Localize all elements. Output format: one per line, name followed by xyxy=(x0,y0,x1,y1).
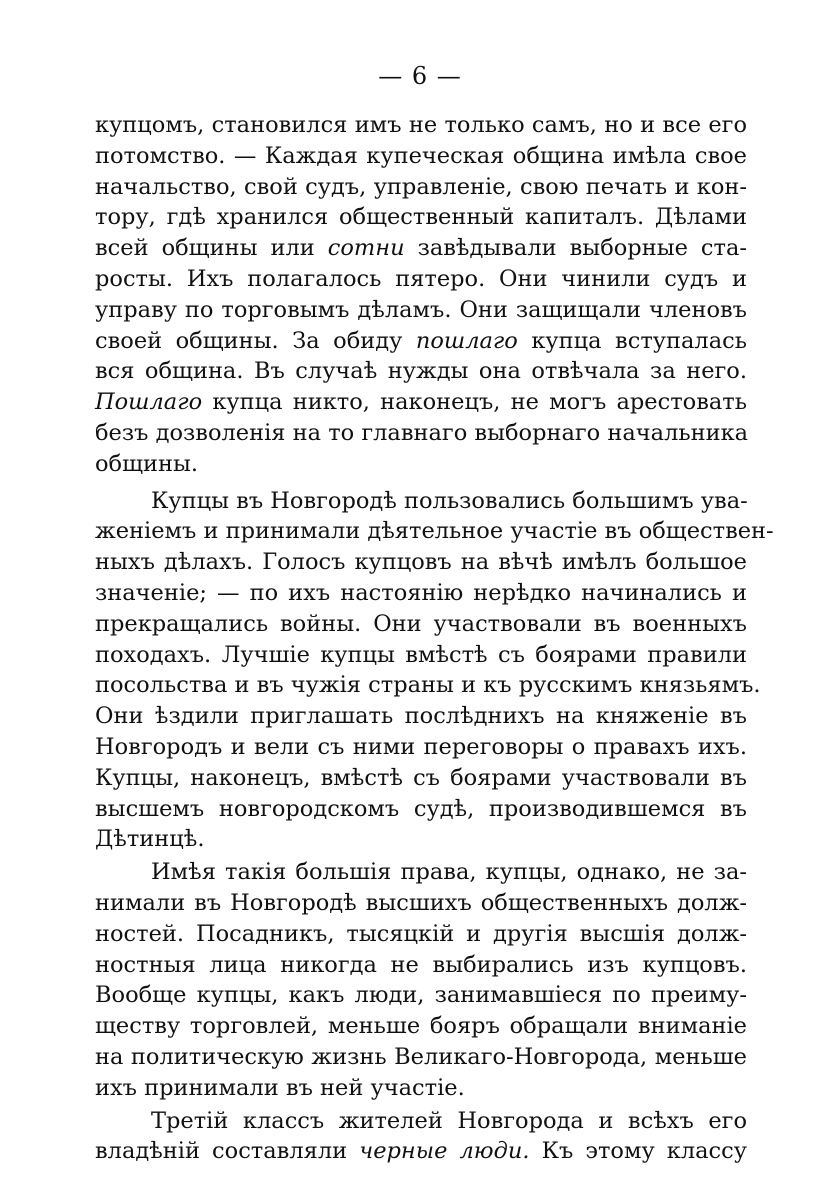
text-line xyxy=(95,1073,747,1104)
text-line xyxy=(95,1136,747,1167)
text-line xyxy=(95,486,747,517)
text-line xyxy=(95,701,747,732)
text-segment: Купцы въ Новгородѣ пользовались большимъ ува- xyxy=(151,487,748,514)
text-segment: посольства и въ чужія страны и къ русскимъ князьямъ. xyxy=(95,672,761,699)
text-line xyxy=(95,110,747,141)
text-segment: ностей. Посадникъ, тысяцкій и другія высшія долж- xyxy=(95,920,747,947)
text-line xyxy=(95,1106,747,1137)
body-text xyxy=(95,110,774,1167)
text-segment: ныхъ дѣлахъ. Голосъ купцовъ на вѣчѣ имѣлъ большое xyxy=(95,549,747,576)
text-segment: безъ дозволенія на то главнаго выборнаго начальника xyxy=(95,419,749,446)
text-line xyxy=(95,640,747,671)
text-line xyxy=(95,418,747,449)
text-segment: прекращались войны. Они участвовали въ военныхъ xyxy=(95,610,747,637)
text-segment: Третій классъ жителей Новгорода и всѣхъ его xyxy=(151,1107,747,1134)
text-line xyxy=(95,578,747,609)
text-line xyxy=(95,547,747,578)
text-line xyxy=(95,824,747,855)
text-line xyxy=(95,1042,747,1073)
text-line xyxy=(95,950,747,981)
italic-term: черные люди. xyxy=(359,1138,530,1165)
text-line xyxy=(95,888,747,919)
text-line xyxy=(95,141,747,172)
italic-term: Пошлаго xyxy=(95,389,203,416)
text-segment: общины. xyxy=(95,450,199,477)
text-segment: потомство. — Каждая купеческая община имѣла свое xyxy=(95,142,747,169)
text-segment: значеніе; — по ихъ настоянію нерѣдко начинались и xyxy=(95,579,747,606)
text-line xyxy=(95,794,747,825)
text-line xyxy=(95,172,747,203)
text-line xyxy=(95,980,747,1011)
text-segment: Къ этому классу xyxy=(529,1138,747,1165)
text-segment: Они ѣздили приглашать послѣднихъ на княженіе въ xyxy=(95,703,747,730)
text-segment: Имѣя такія большія права, купцы, однако, не за- xyxy=(151,859,747,886)
text-segment: Новгородъ и вели съ ними переговоры о правахъ ихъ. xyxy=(95,733,747,760)
text-segment: начальство, свой судъ, управленіе, свою печать и кон- xyxy=(95,173,747,200)
text-segment: на политическую жизнь Великаго-Новгорода, меньше xyxy=(95,1043,747,1070)
text-segment: ществу торговлей, меньше бояръ обращали вниманіе xyxy=(95,1013,747,1040)
text-line xyxy=(95,609,747,640)
text-line xyxy=(95,516,774,547)
italic-term: сотни xyxy=(327,235,405,262)
text-segment: высшемъ новгородскомъ судѣ, производившемся въ xyxy=(95,795,747,822)
text-line xyxy=(95,1011,747,1042)
text-segment: Дѣтинцѣ. xyxy=(95,826,205,853)
text-segment: ностныя лица никогда не выбирались изъ купцовъ. xyxy=(95,951,747,978)
text-line xyxy=(95,449,747,480)
text-segment: Вообще купцы, какъ люди, занимавшіеся по преиму- xyxy=(95,982,747,1009)
text-line xyxy=(95,763,747,794)
text-segment: завѣдывали выборные ста- xyxy=(404,235,747,262)
text-segment: женіемъ и принимали дѣятельное участіе въ обществен- xyxy=(95,518,774,545)
text-segment: походахъ. Лучшіе купцы вмѣстѣ съ боярами правили xyxy=(95,641,747,668)
text-segment: нимали въ Новгородѣ высшихъ общественныхъ долж- xyxy=(95,889,747,916)
page-number: — 6 — xyxy=(378,62,462,90)
text-segment: вся община. Въ случаѣ нужды она отвѣчала за него. xyxy=(95,358,747,385)
text-line xyxy=(95,670,761,701)
text-line xyxy=(95,356,747,387)
text-segment: купца вступалась xyxy=(517,327,747,354)
text-line xyxy=(95,326,747,357)
text-line xyxy=(95,732,747,763)
text-segment: всей общины или xyxy=(95,235,328,262)
text-line xyxy=(95,387,747,418)
text-line xyxy=(95,264,747,295)
text-segment: купцомъ, становился имъ не только самъ, но и все его xyxy=(95,112,747,138)
text-segment: своей общины. За обиду xyxy=(95,327,416,354)
text-line xyxy=(95,295,747,326)
text-segment: росты. Ихъ полагалось пятеро. Они чинили судъ и xyxy=(95,265,747,292)
text-line xyxy=(95,857,747,888)
text-segment: Купцы, наконецъ, вмѣстѣ съ боярами участвовали въ xyxy=(95,764,747,791)
italic-term: пошлаго xyxy=(415,327,518,354)
text-segment: тору, гдѣ хранился общественный капиталъ. Дѣлами xyxy=(95,204,747,231)
text-line xyxy=(95,233,747,264)
text-segment: ихъ принимали въ ней участіе. xyxy=(95,1074,465,1101)
text-line xyxy=(95,202,747,233)
text-segment: купца никто, наконецъ, не могъ арестовать xyxy=(202,389,747,416)
text-line xyxy=(95,919,747,950)
text-segment: владѣній составляли xyxy=(95,1138,360,1165)
text-segment: управу по торговымъ дѣламъ. Они защищали членовъ xyxy=(95,296,747,323)
